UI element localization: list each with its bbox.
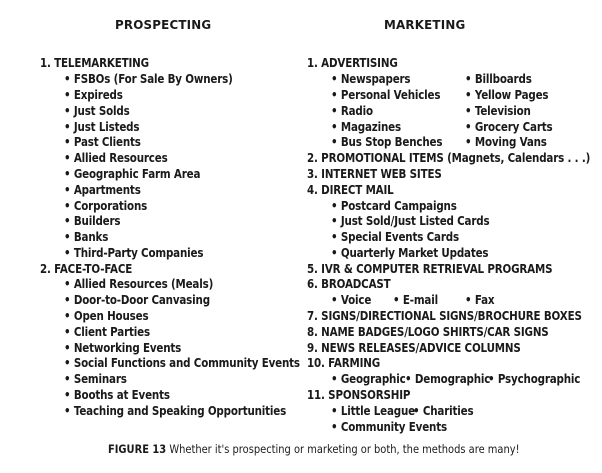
prospecting-header: PROSPECTING — [115, 17, 212, 32]
list-item: • Banks — [64, 230, 109, 244]
list-item: • Television — [465, 104, 531, 118]
list-item: • Geographic Farm Area — [64, 167, 201, 181]
internet-web-sites-title: 3. INTERNET WEB SITES — [307, 167, 442, 181]
list-item: • Teaching and Speaking Opportunities — [64, 404, 287, 418]
list-item: • Quarterly Market Updates — [331, 246, 489, 260]
caption-text: Whether it's prospecting or marketing or both, the methods are many! — [166, 442, 520, 456]
list-item: • Door-to-Door Canvasing — [64, 293, 210, 307]
list-item: • Personal Vehicles — [331, 88, 441, 102]
list-item: • E-mail — [393, 293, 438, 307]
list-item: • Past Clients — [64, 135, 141, 149]
list-item: • Fax — [465, 293, 495, 307]
list-item: • Open Houses — [64, 309, 149, 323]
list-item: • Third-Party Companies — [64, 246, 204, 260]
list-item: • Just Solds — [64, 104, 130, 118]
list-item: • Allied Resources — [64, 151, 168, 165]
list-item: • Just Listeds — [64, 120, 140, 134]
telemarketing-section-title: 1. TELEMARKETING — [40, 56, 149, 70]
list-item: • Expireds — [64, 88, 123, 102]
list-item: • Networking Events — [64, 341, 182, 355]
list-item: • FSBOs (For Sale By Owners) — [64, 72, 233, 86]
name-badges-title: 8. NAME BADGES/LOGO SHIRTS/CAR SIGNS — [307, 325, 549, 339]
list-item: • Builders — [64, 214, 121, 228]
list-item: • Radio — [331, 104, 373, 118]
list-item: • Seminars — [64, 372, 127, 386]
figure-label: FIGURE 13 — [108, 442, 167, 456]
list-item: • Grocery Carts — [465, 120, 553, 134]
marketing-header: MARKETING — [384, 17, 466, 32]
news-releases-title: 9. NEWS RELEASES/ADVICE COLUMNS — [307, 341, 521, 355]
list-item: • Client Parties — [64, 325, 150, 339]
list-item: • Moving Vans — [465, 135, 547, 149]
list-item: • Charities — [413, 404, 474, 418]
direct-mail-section-title: 4. DIRECT MAIL — [307, 183, 394, 197]
ivr-programs-title: 5. IVR & COMPUTER RETRIEVAL PROGRAMS — [307, 262, 553, 276]
list-item: • Apartments — [64, 183, 141, 197]
list-item: • Just Sold/Just Listed Cards — [331, 214, 490, 228]
list-item: • Voice — [331, 293, 372, 307]
farming-section-title: 10. FARMING — [307, 356, 381, 370]
list-item: • Little League — [331, 404, 415, 418]
list-item: • Bus Stop Benches — [331, 135, 443, 149]
sponsorship-section-title: 11. SPONSORSHIP — [307, 388, 411, 402]
broadcast-section-title: 6. BROADCAST — [307, 277, 391, 291]
list-item: • Allied Resources (Meals) — [64, 277, 214, 291]
list-item: • Booths at Events — [64, 388, 170, 402]
list-item: • Corporations — [64, 199, 148, 213]
list-item: • Special Events Cards — [331, 230, 459, 244]
advertising-section-title: 1. ADVERTISING — [307, 56, 398, 70]
list-item: • Psychographic — [488, 372, 581, 386]
signs-title: 7. SIGNS/DIRECTIONAL SIGNS/BROCHURE BOXES — [307, 309, 582, 323]
list-item: • Demographic — [405, 372, 491, 386]
promotional-items-title: 2. PROMOTIONAL ITEMS (Magnets, Calendars . . .) — [307, 151, 591, 165]
list-item: • Postcard Campaigns — [331, 199, 457, 213]
list-item: • Yellow Pages — [465, 88, 549, 102]
list-item: • Geographic — [331, 372, 406, 386]
list-item: • Community Events — [331, 420, 447, 434]
list-item: • Magazines — [331, 120, 401, 134]
face-to-face-section-title: 2. FACE-TO-FACE — [40, 262, 133, 276]
list-item: • Social Functions and Community Events — [64, 356, 300, 370]
list-item: • Billboards — [465, 72, 532, 86]
figure-caption — [108, 441, 520, 457]
list-item: • Newspapers — [331, 72, 411, 86]
